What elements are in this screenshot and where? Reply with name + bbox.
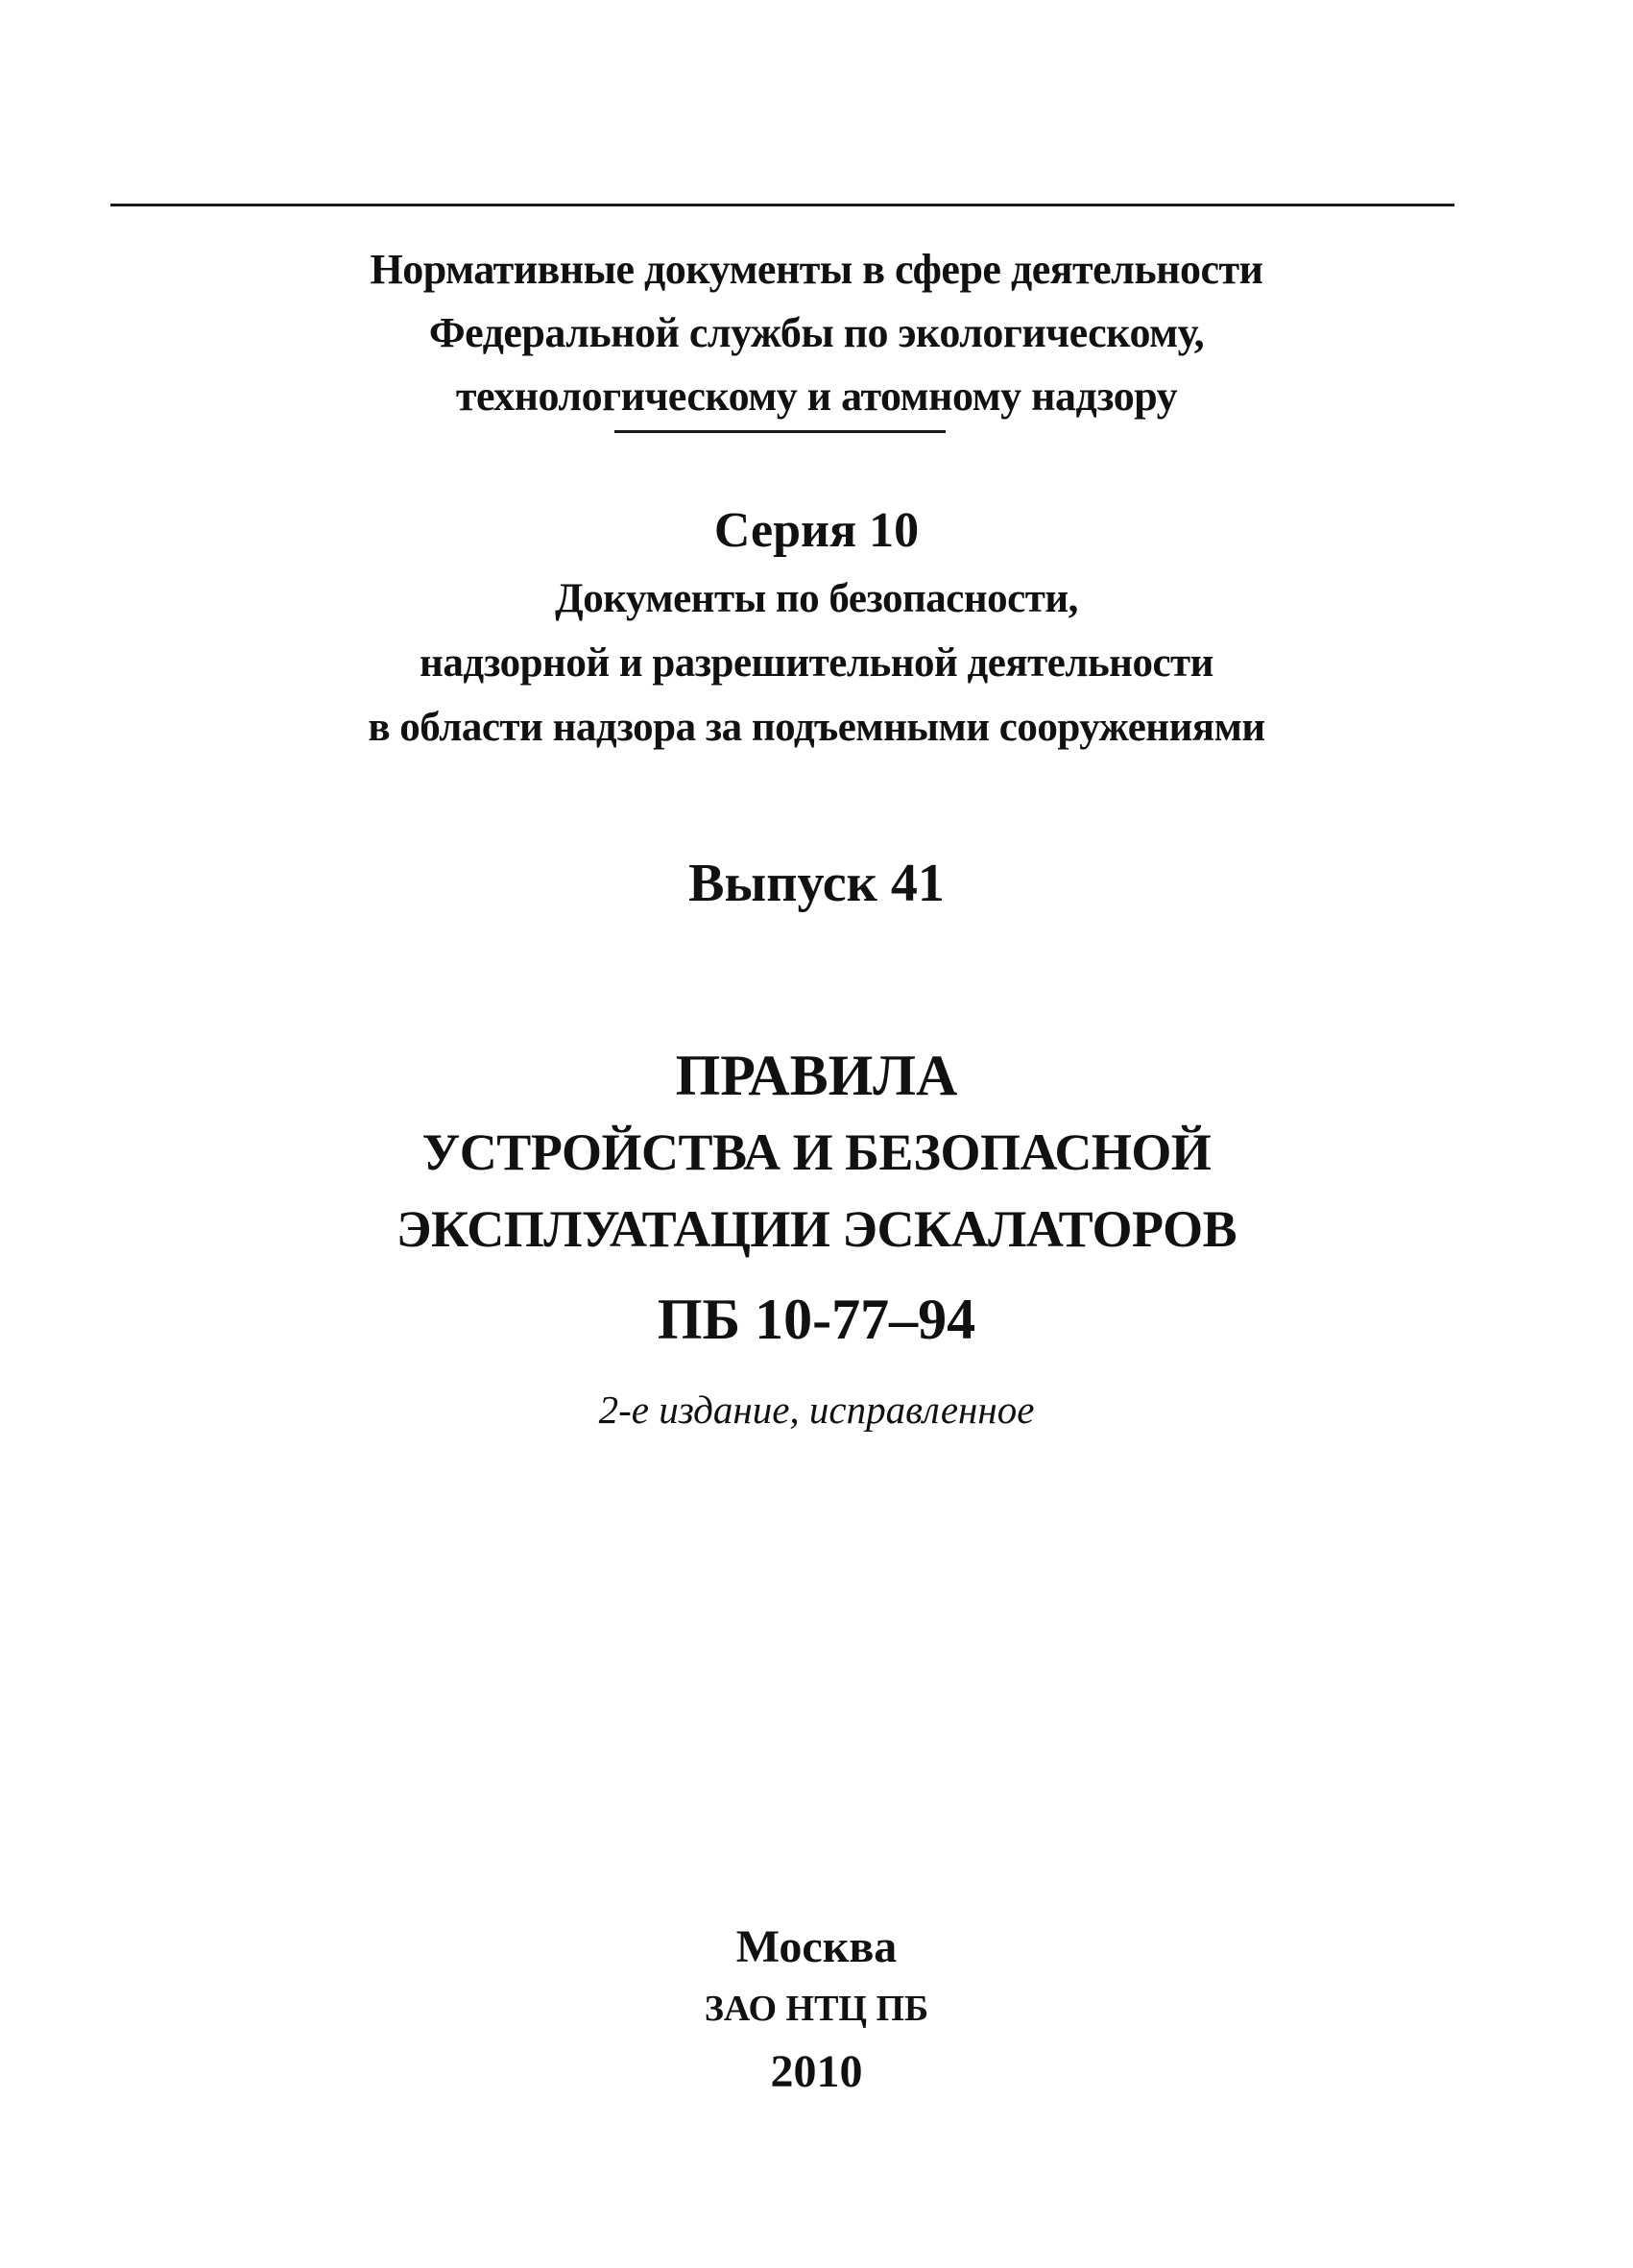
series-number: Серия 10 [713,503,920,558]
document-subtitle-line: УСТРОЙСТВА И БЕЗОПАСНОЙ [421,1123,1212,1181]
imprint-year: 2010 [770,2046,863,2097]
header-line: Федеральной службы по экологическому, [428,309,1205,356]
header-divider [614,430,946,433]
header-line: Нормативные документы в сфере деятельности [370,246,1263,293]
document-subtitle-line: ЭКСПЛУАТАЦИИ ЭСКАЛАТОРОВ [396,1200,1237,1258]
series-description-line: Документы по безопасности, [555,576,1078,621]
document-title: ПРАВИЛА [675,1044,958,1107]
document-subtitle [0,1114,1633,1267]
header-block [0,238,1633,428]
series-description-line: в области надзора за подъемными сооружениями [368,705,1265,750]
imprint-publisher: ЗАО НТЦ ПБ [704,1989,929,2029]
document-code: ПБ 10-77–94 [657,1288,976,1351]
imprint-city: Москва [735,1921,898,1972]
edition-note: 2-е издание, исправленное [598,1387,1035,1432]
series-description-line: надзорной и разрешительной деятельности [420,640,1213,686]
issue-number: Выпуск 41 [688,854,945,913]
series-description [0,567,1633,760]
header-line: технологическому и атомному надзору [455,373,1178,420]
top-rule [110,204,1454,206]
